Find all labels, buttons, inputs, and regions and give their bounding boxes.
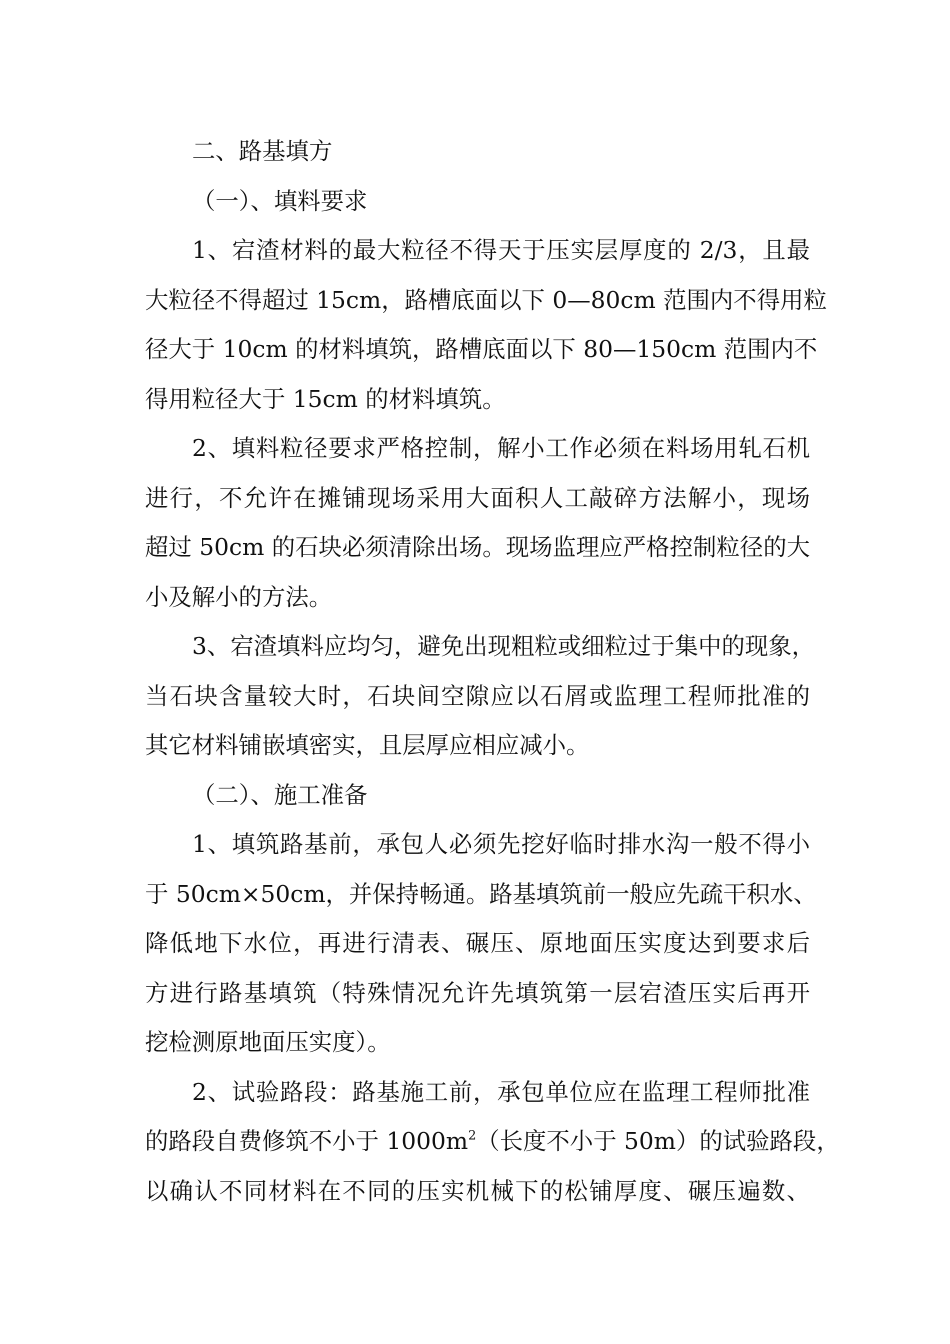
paragraph-line: 超过 50cm 的石块必须清除出场。现场监理应严格控制粒径的大: [145, 533, 810, 561]
paragraph-fill-3: [145, 622, 816, 771]
paragraph-line: 方进行路基填筑（特殊情况允许先填筑第一层宕渣压实后再开: [145, 978, 810, 1007]
paragraph-line: 1、填筑路基前，承包人必须先挖好临时排水沟一般不得小: [192, 830, 810, 858]
paragraph-line: 小及解小的方法。: [145, 582, 333, 611]
paragraph-line: 降低地下水位，再进行清表、碾压、原地面压实度达到要求后: [145, 929, 810, 957]
subsection-title-fill-requirements: （一）、填料要求: [192, 186, 368, 215]
paragraph-line: 1、宕渣材料的最大粒径不得天于压实层厚度的 2/3，且最: [192, 236, 810, 264]
section-heading: 二、路基填方: [192, 137, 333, 165]
paragraph-prep-2: [145, 1068, 840, 1217]
paragraph-text: 的路段自费修筑不小于 1000m: [145, 1127, 469, 1155]
paragraph-line: 得用粒径大于 15cm 的材料填筑。: [145, 384, 506, 413]
paragraph-line: 进行，不允许在摊铺现场采用大面积人工敲碎方法解小，现场: [145, 483, 810, 512]
paragraph-line: 2、试验路段：路基施工前，承包单位应在监理工程师批准: [192, 1077, 810, 1106]
paragraph-line: 大粒径不得超过 15cm，路槽底面以下 0—80cm 范围内不得用粒: [145, 285, 827, 314]
superscript: 2: [468, 1128, 477, 1144]
paragraph-line: 其它材料铺嵌填密实，且层厚应相应减小。: [145, 731, 590, 759]
paragraph-line: 3、宕渣填料应均匀，避免出现粗粒或细粒过于集中的现象，: [192, 632, 816, 660]
paragraph-line: 于 50cm×50cm，并保持畅通。路基填筑前一般应先疏干积水、: [145, 879, 817, 908]
paragraph-line: 径大于 10cm 的材料填筑，路槽底面以下 80—150cm 范围内不: [145, 335, 818, 363]
paragraph-line: 2、填料粒径要求严格控制，解小工作必须在料场用轧石机: [192, 434, 810, 462]
paragraph-line: 当石块含量较大时，石块间空隙应以石屑或监理工程师批准的: [145, 681, 810, 710]
paragraph-fill-2: [145, 424, 810, 622]
paragraph-prep-1: [145, 820, 817, 1068]
paragraph-line: 挖检测原地面压实度）。: [145, 1028, 391, 1056]
paragraph-text: （长度不小于 50m）的试验路段，: [476, 1127, 840, 1155]
subsection-title-construction-prep: （二）、施工准备: [192, 780, 368, 809]
paragraph-line: 以确认不同材料在不同的压实机械下的松铺厚度、碾压遍数、: [145, 1176, 810, 1205]
paragraph-line: [145, 1117, 840, 1167]
document-body: [145, 127, 840, 1216]
paragraph-fill-1: [145, 226, 827, 424]
